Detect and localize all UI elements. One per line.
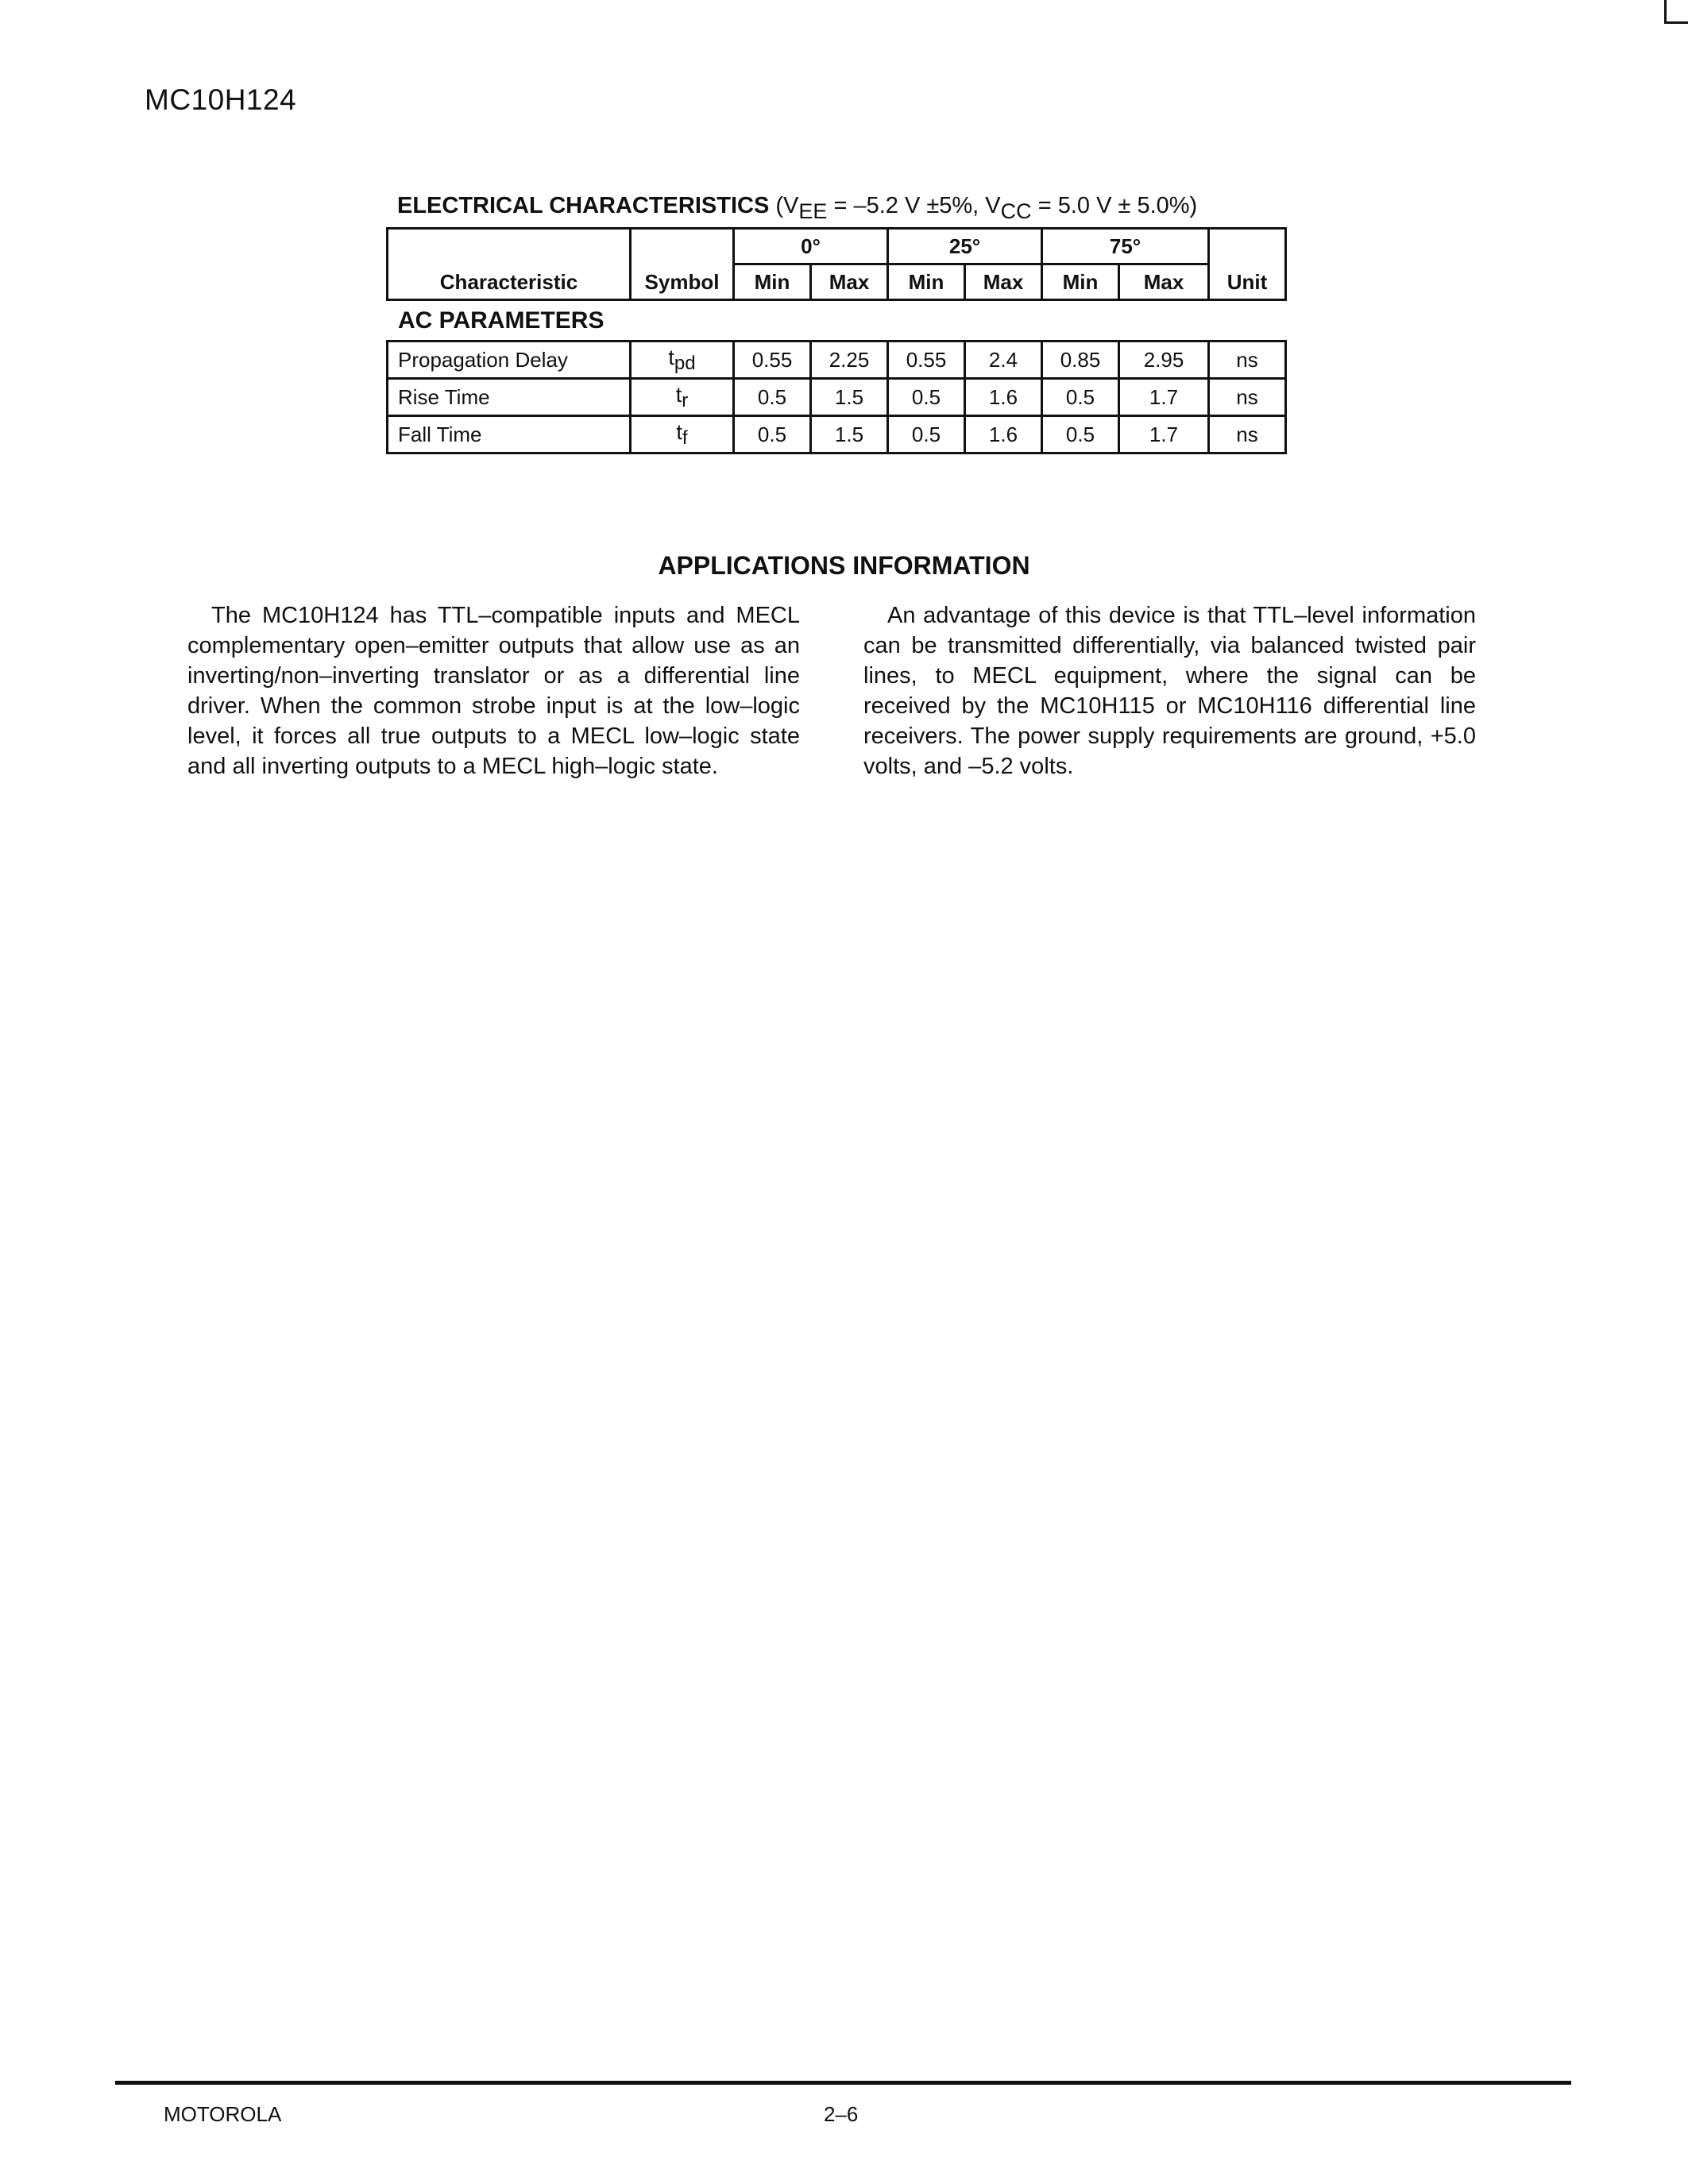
symbol-subscript: pd	[674, 352, 696, 374]
value-25c-max: 1.6	[965, 416, 1042, 453]
header-temp-75: 75°	[1042, 229, 1209, 264]
caption-vcc-subscript: CC	[1000, 199, 1032, 223]
row-unit: ns	[1209, 379, 1286, 416]
header-max-25: Max	[965, 264, 1042, 300]
part-number-header: MC10H124	[145, 83, 297, 116]
characteristics-table-header	[386, 227, 1287, 301]
caption-condition-3: = 5.0 V ± 5.0%)	[1031, 193, 1198, 218]
symbol-base: t	[668, 345, 674, 369]
row-characteristic: Fall Time	[388, 416, 631, 453]
symbol-base: t	[676, 419, 682, 444]
header-min-75: Min	[1042, 264, 1119, 300]
value-0c-min: 0.55	[734, 341, 811, 379]
caption-condition-1: (V	[775, 193, 799, 218]
value-75c-max: 1.7	[1119, 379, 1209, 416]
value-75c-min: 0.85	[1042, 341, 1119, 379]
row-characteristic: Rise Time	[388, 379, 631, 416]
header-temp-25: 25°	[888, 229, 1042, 264]
value-75c-max: 1.7	[1119, 416, 1209, 453]
symbol-subscript: f	[682, 426, 688, 449]
symbol-base: t	[675, 382, 682, 407]
header-unit: Unit	[1209, 229, 1286, 300]
value-75c-min: 0.5	[1042, 379, 1119, 416]
row-characteristic: Propagation Delay	[388, 341, 631, 379]
table-row	[388, 341, 1286, 379]
value-0c-max: 1.5	[811, 379, 888, 416]
row-symbol	[631, 379, 734, 416]
value-25c-min: 0.5	[888, 379, 965, 416]
page-number: 2–6	[824, 2102, 859, 2126]
value-25c-max: 1.6	[965, 379, 1042, 416]
header-min-25: Min	[888, 264, 965, 300]
header-min-0: Min	[734, 264, 811, 300]
table-caption-title: ELECTRICAL CHARACTERISTICS	[397, 193, 770, 218]
header-characteristic: Characteristic	[388, 229, 631, 300]
table-row	[388, 416, 1286, 453]
value-0c-min: 0.5	[734, 416, 811, 453]
header-symbol: Symbol	[631, 229, 734, 300]
caption-condition-2: = –5.2 V ±5%, V	[827, 193, 1001, 218]
header-max-75: Max	[1119, 264, 1209, 300]
caption-vee-subscript: EE	[798, 199, 828, 223]
applications-title: APPLICATIONS INFORMATION	[658, 551, 1030, 580]
value-0c-max: 1.5	[811, 416, 888, 453]
footer-brand: MOTOROLA	[164, 2102, 282, 2126]
value-0c-max: 2.25	[811, 341, 888, 379]
value-25c-min: 0.5	[888, 416, 965, 453]
value-0c-min: 0.5	[734, 379, 811, 416]
value-75c-max: 2.95	[1119, 341, 1209, 379]
row-symbol	[631, 416, 734, 453]
row-unit: ns	[1209, 341, 1286, 379]
footer-divider	[115, 2081, 1571, 2085]
row-unit: ns	[1209, 416, 1286, 453]
value-25c-min: 0.55	[888, 341, 965, 379]
characteristics-table-body	[386, 340, 1287, 454]
header-max-0: Max	[811, 264, 888, 300]
section-label-ac-parameters: AC PARAMETERS	[398, 307, 605, 334]
table-caption	[397, 193, 1197, 224]
row-symbol	[631, 341, 734, 379]
header-temp-0: 0°	[734, 229, 888, 264]
value-25c-max: 2.4	[965, 341, 1042, 379]
crop-mark	[1664, 0, 1688, 24]
applications-paragraph-left: The MC10H124 has TTL–compatible inputs and MECL complementary open–emitter outputs that allow use as an inverting/non–inverting translator or as a differential line driver. When the common strobe input is at the low–logic level, it forces all true outputs to a MECL low–logic state and all inverting outputs to a MECL high–logic state.	[187, 603, 800, 779]
applications-paragraph-right: An advantage of this device is that TTL–level information can be transmitted differentially, via balanced twisted pair lines, to MECL equipment, where the signal can be received by the MC10H115 or MC10H116 differential line receivers. The power supply requirements are ground, +5.0 volts, and –5.2 volts.	[863, 603, 1476, 779]
symbol-subscript: r	[682, 389, 689, 411]
value-75c-min: 0.5	[1042, 416, 1119, 453]
table-row	[388, 379, 1286, 416]
